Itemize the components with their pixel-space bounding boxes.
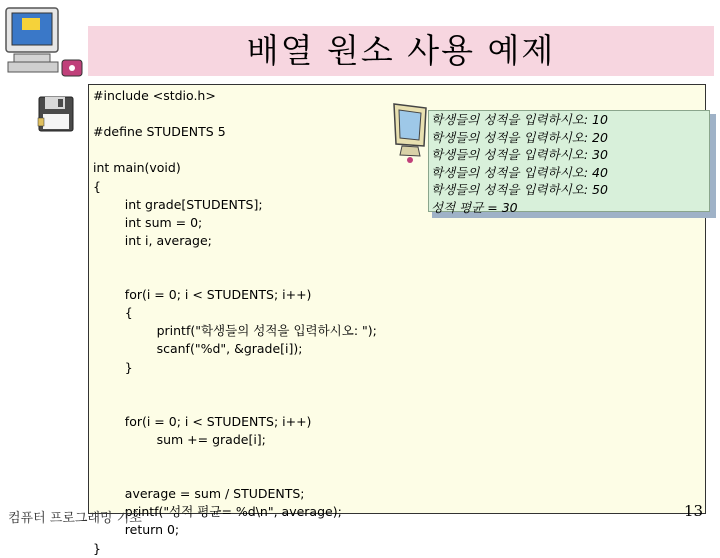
output-console [428,110,710,215]
code-line: { [93,178,101,194]
code-line: printf("성적 평균= %d\n", average); [93,504,342,520]
output-line: 학생들의 성적을 입력하시오: 30 [431,147,608,162]
code-line: int main(void) [93,160,181,176]
footer-course-name: 컴퓨터 프로그래밍 기초 [8,511,142,526]
computer-icon [2,2,86,82]
code-line: for(i = 0; i < STUDENTS; i++) [93,413,312,429]
code-line: int grade[STUDENTS]; [93,196,263,212]
code-line: { [93,305,133,321]
code-line: int i, average; [93,232,212,248]
output-line: 성적 평균 = 30 [431,199,518,215]
code-line: #define STUDENTS 5 [93,124,226,140]
output-line: 학생들의 성적을 입력하시오: 50 [431,182,608,197]
code-line: scanf("%d", &grade[i]); [93,341,303,357]
code-line: printf("학생들의 성적을 입력하시오: "); [93,323,377,339]
monitor-icon [388,100,434,164]
floppy-disk-icon [36,94,76,134]
slide-title: 배열 원소 사용 예제 [246,31,556,70]
code-line: for(i = 0; i < STUDENTS; i++) [93,287,312,303]
code-line: #include <stdio.h> [93,88,216,103]
page-number: 13 [684,502,704,520]
output-line: 학생들의 성적을 입력하시오: 20 [431,129,608,145]
code-line: } [93,359,133,375]
code-line: return 0; [93,522,180,538]
code-line: sum += grade[i]; [93,431,266,447]
output-line: 학생들의 성적을 입력하시오: 10 [431,112,608,127]
code-line: int sum = 0; [93,214,203,230]
output-line: 학생들의 성적을 입력하시오: 40 [431,164,608,180]
code-line: } [93,540,101,556]
code-line: average = sum / STUDENTS; [93,486,305,502]
